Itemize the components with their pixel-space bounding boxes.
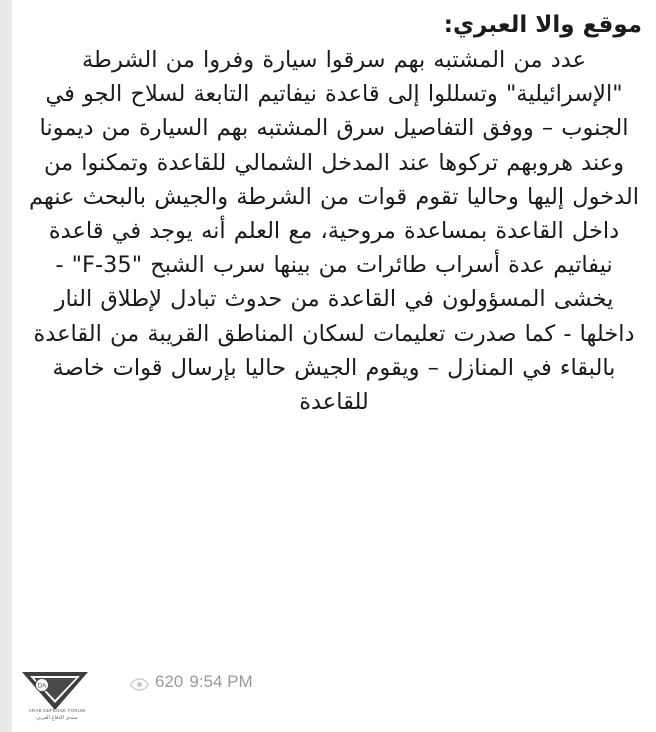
svg-text:DA: DA	[37, 683, 47, 690]
forum-watermark	[18, 670, 92, 728]
message-meta	[130, 672, 253, 692]
message-timestamp: 9:54 PM	[189, 672, 253, 691]
watermark-line1: ARAB DEFENSE FORUM	[28, 707, 86, 713]
message-bubble[interactable]	[12, 0, 656, 732]
watermark-caption	[22, 708, 92, 722]
eye-icon	[130, 676, 149, 689]
message-title: موقع والا العبري:	[443, 12, 642, 38]
view-count: 620	[155, 672, 184, 691]
message-body: عدد من المشتبه بهم سرقوا سيارة وفروا من الشرطة "الإسرائيلية" وتسللوا إلى قاعدة نيفاتيم التابعة لسلاح الجو في الجنوب – ووفق التفاصيل سرق المشتبه بهم السيارة من ديمونا وعند هروبهم تركوها عند المدخل الشمالي للقاعدة وتمكنوا من الدخول إليها وحاليا تقوم قوات من الشرطة والجيش بالبحث عنهم داخل القاعدة بمساعدة مروحية، مع العلم أنه يوجد في قاعدة نيفاتيم عدة أسراب طائرات من بينها سرب الشبح "F-35" - يخشى المسؤولون في القاعدة من حدوث تبادل لإطلاق النار داخلها - كما صدرت تعليمات لسكان المناطق القريبة من القاعدة بالبقاء في المنازل – ويقوم الجيش حاليا بإرسال قوات خاصة للقاعدة	[28, 47, 640, 415]
watermark-line2: منتدى الدفاع العربي	[36, 714, 78, 721]
